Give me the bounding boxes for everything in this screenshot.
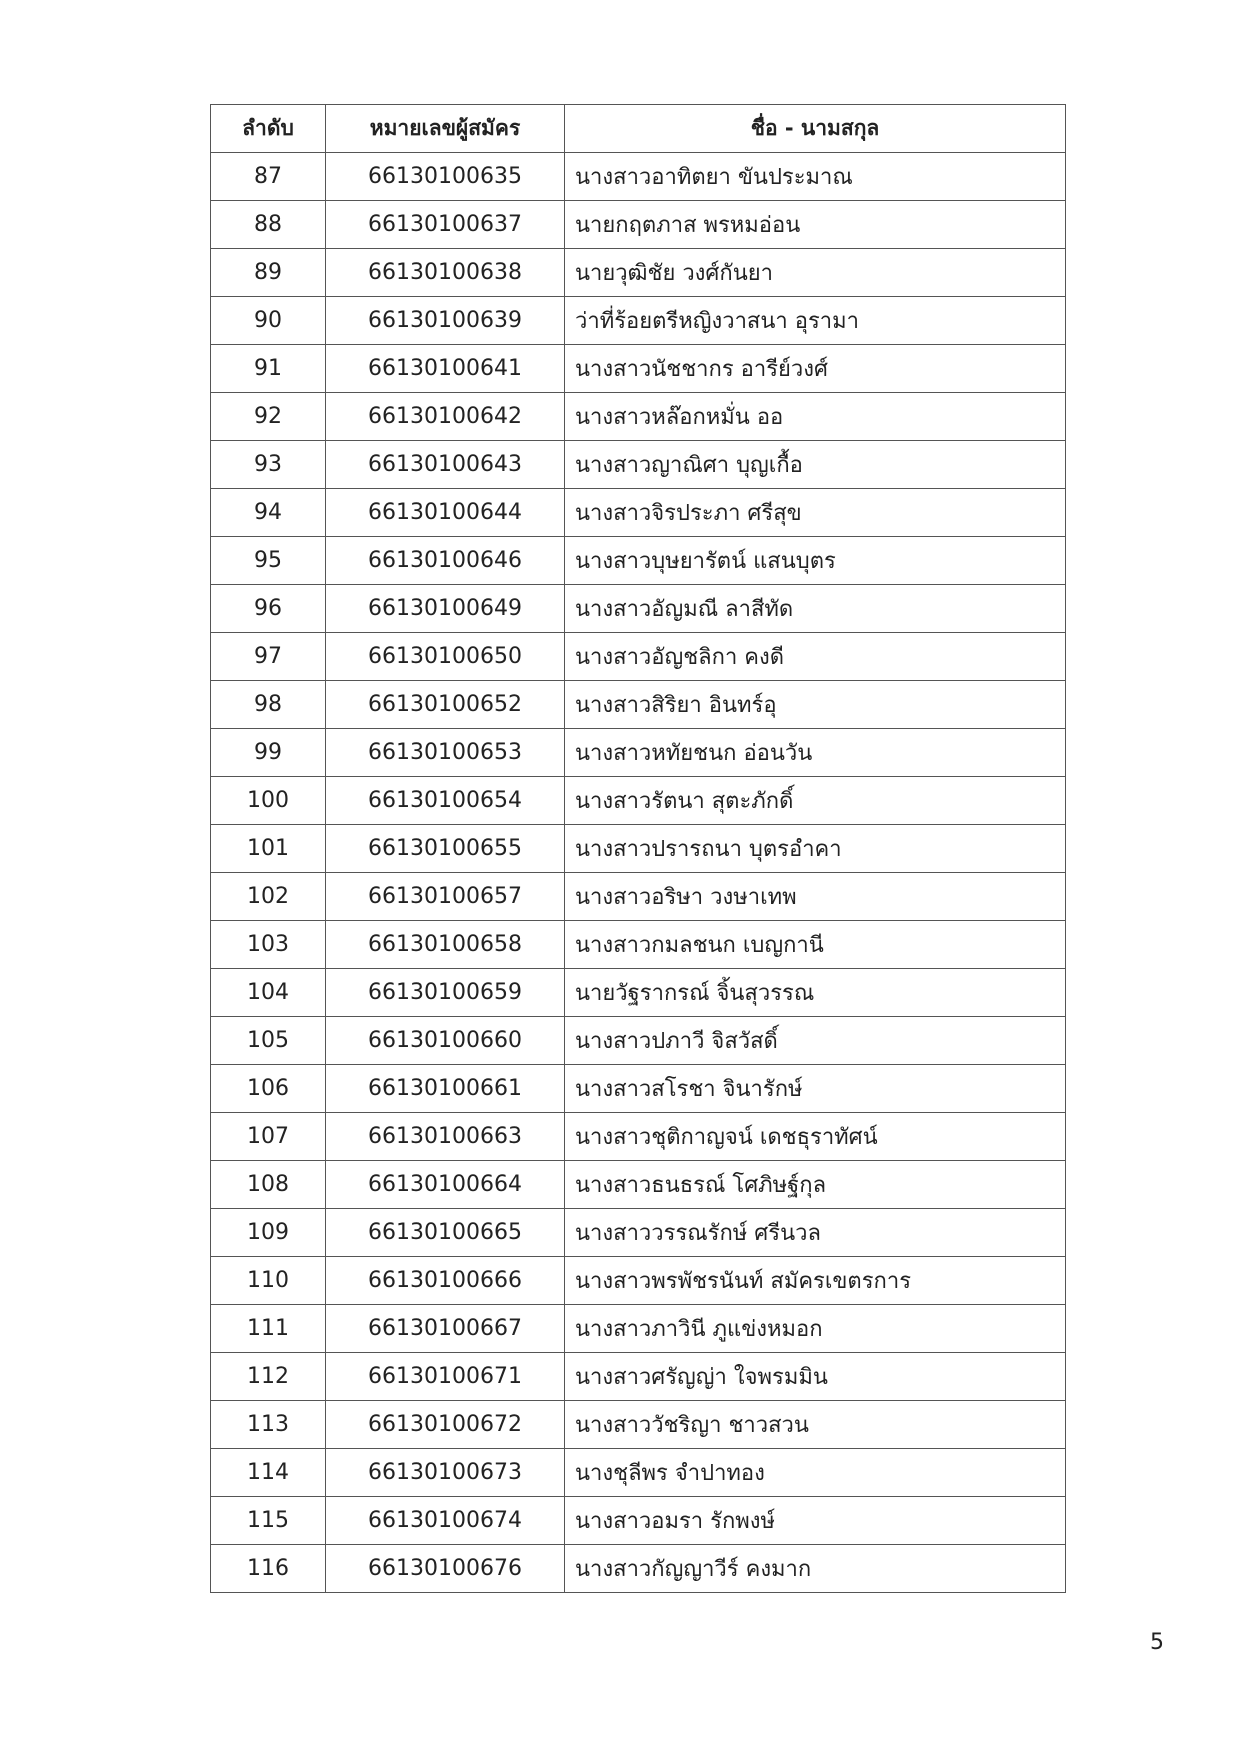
cell-applicant-number: 66130100637 bbox=[326, 201, 565, 249]
table-row bbox=[211, 201, 1066, 249]
header-applicant-number: หมายเลขผู้สมัคร bbox=[326, 105, 565, 153]
cell-applicant-number: 66130100641 bbox=[326, 345, 565, 393]
cell-full-name: นางสาวหล๊อกหมั่น ออ bbox=[565, 393, 1066, 441]
cell-applicant-number: 66130100664 bbox=[326, 1161, 565, 1209]
cell-applicant-number: 66130100674 bbox=[326, 1497, 565, 1545]
cell-full-name: นางสาวญาณิศา บุญเกื้อ bbox=[565, 441, 1066, 489]
cell-full-name: นางสาวอาทิตยา ขันประมาณ bbox=[565, 153, 1066, 201]
cell-full-name: นางสาววรรณรักษ์ ศรีนวล bbox=[565, 1209, 1066, 1257]
cell-order: 115 bbox=[211, 1497, 326, 1545]
cell-order: 108 bbox=[211, 1161, 326, 1209]
table-row bbox=[211, 825, 1066, 873]
cell-applicant-number: 66130100644 bbox=[326, 489, 565, 537]
cell-full-name: นางสาวพรพัชรนันท์ สมัครเขตรการ bbox=[565, 1257, 1066, 1305]
cell-full-name: นางสาวชุติกาญจน์ เดชธุราทัศน์ bbox=[565, 1113, 1066, 1161]
cell-applicant-number: 66130100643 bbox=[326, 441, 565, 489]
cell-applicant-number: 66130100655 bbox=[326, 825, 565, 873]
applicant-table bbox=[210, 104, 1066, 1593]
header-full-name: ชื่อ - นามสกุล bbox=[565, 105, 1066, 153]
table-row bbox=[211, 1257, 1066, 1305]
cell-order: 105 bbox=[211, 1017, 326, 1065]
table-row bbox=[211, 1161, 1066, 1209]
table-row bbox=[211, 297, 1066, 345]
cell-order: 89 bbox=[211, 249, 326, 297]
cell-order: 90 bbox=[211, 297, 326, 345]
table-row bbox=[211, 1209, 1066, 1257]
table-row bbox=[211, 633, 1066, 681]
cell-applicant-number: 66130100654 bbox=[326, 777, 565, 825]
cell-applicant-number: 66130100649 bbox=[326, 585, 565, 633]
cell-full-name: นางสาวกมลชนก เบญกานี bbox=[565, 921, 1066, 969]
cell-full-name: นางสาวศรัญญ่า ใจพรมมิน bbox=[565, 1353, 1066, 1401]
cell-order: 104 bbox=[211, 969, 326, 1017]
cell-applicant-number: 66130100666 bbox=[326, 1257, 565, 1305]
table-row bbox=[211, 1305, 1066, 1353]
cell-order: 101 bbox=[211, 825, 326, 873]
cell-full-name: นางสาวปภาวี จิสวัสดิ์ bbox=[565, 1017, 1066, 1065]
cell-order: 97 bbox=[211, 633, 326, 681]
cell-applicant-number: 66130100665 bbox=[326, 1209, 565, 1257]
cell-applicant-number: 66130100672 bbox=[326, 1401, 565, 1449]
cell-order: 116 bbox=[211, 1545, 326, 1593]
cell-applicant-number: 66130100652 bbox=[326, 681, 565, 729]
table-row bbox=[211, 1065, 1066, 1113]
cell-applicant-number: 66130100673 bbox=[326, 1449, 565, 1497]
cell-full-name: นางสาวกัญญาวีร์ คงมาก bbox=[565, 1545, 1066, 1593]
cell-order: 88 bbox=[211, 201, 326, 249]
table-row bbox=[211, 1449, 1066, 1497]
cell-applicant-number: 66130100658 bbox=[326, 921, 565, 969]
table-row bbox=[211, 873, 1066, 921]
table-row bbox=[211, 249, 1066, 297]
table-row bbox=[211, 1113, 1066, 1161]
cell-applicant-number: 66130100646 bbox=[326, 537, 565, 585]
cell-full-name: นายวุฒิชัย วงศ์กันยา bbox=[565, 249, 1066, 297]
cell-full-name: ว่าที่ร้อยตรีหญิงวาสนา อุรามา bbox=[565, 297, 1066, 345]
cell-applicant-number: 66130100653 bbox=[326, 729, 565, 777]
cell-full-name: นางสาวนัชชากร อารีย์วงศ์ bbox=[565, 345, 1066, 393]
table-row bbox=[211, 441, 1066, 489]
cell-order: 91 bbox=[211, 345, 326, 393]
cell-order: 87 bbox=[211, 153, 326, 201]
cell-order: 103 bbox=[211, 921, 326, 969]
cell-order: 100 bbox=[211, 777, 326, 825]
cell-full-name: นางสาวธนธรณ์ โศภิษฐ์กุล bbox=[565, 1161, 1066, 1209]
header-order: ลำดับ bbox=[211, 105, 326, 153]
cell-order: 111 bbox=[211, 1305, 326, 1353]
cell-applicant-number: 66130100635 bbox=[326, 153, 565, 201]
cell-applicant-number: 66130100671 bbox=[326, 1353, 565, 1401]
cell-order: 112 bbox=[211, 1353, 326, 1401]
cell-applicant-number: 66130100663 bbox=[326, 1113, 565, 1161]
cell-applicant-number: 66130100657 bbox=[326, 873, 565, 921]
cell-full-name: นางสาวจิรประภา ศรีสุข bbox=[565, 489, 1066, 537]
table-row bbox=[211, 489, 1066, 537]
cell-full-name: นางสาววัชริญา ชาวสวน bbox=[565, 1401, 1066, 1449]
table-header-row bbox=[211, 105, 1066, 153]
cell-full-name: นางสาวสโรชา จินารักษ์ bbox=[565, 1065, 1066, 1113]
table-row bbox=[211, 1353, 1066, 1401]
cell-applicant-number: 66130100639 bbox=[326, 297, 565, 345]
table-row bbox=[211, 393, 1066, 441]
cell-order: 95 bbox=[211, 537, 326, 585]
cell-applicant-number: 66130100642 bbox=[326, 393, 565, 441]
table-row bbox=[211, 729, 1066, 777]
cell-applicant-number: 66130100660 bbox=[326, 1017, 565, 1065]
table-row bbox=[211, 345, 1066, 393]
cell-order: 98 bbox=[211, 681, 326, 729]
cell-order: 110 bbox=[211, 1257, 326, 1305]
cell-full-name: นางสาวรัตนา สุตะภักดิ์ bbox=[565, 777, 1066, 825]
cell-full-name: นายวัฐรากรณ์ จิ้นสุวรรณ bbox=[565, 969, 1066, 1017]
cell-order: 113 bbox=[211, 1401, 326, 1449]
cell-full-name: นางสาวบุษยารัตน์ แสนบุตร bbox=[565, 537, 1066, 585]
cell-order: 102 bbox=[211, 873, 326, 921]
cell-order: 96 bbox=[211, 585, 326, 633]
cell-applicant-number: 66130100638 bbox=[326, 249, 565, 297]
cell-order: 114 bbox=[211, 1449, 326, 1497]
cell-full-name: นางสาวอัญมณี ลาสีทัด bbox=[565, 585, 1066, 633]
table-row bbox=[211, 969, 1066, 1017]
cell-full-name: นางสาวสิริยา อินทร์อุ bbox=[565, 681, 1066, 729]
cell-order: 93 bbox=[211, 441, 326, 489]
cell-order: 92 bbox=[211, 393, 326, 441]
cell-full-name: นางสาวหทัยชนก อ่อนวัน bbox=[565, 729, 1066, 777]
cell-full-name: นางสาวภาวินี ภูแข่งหมอก bbox=[565, 1305, 1066, 1353]
cell-applicant-number: 66130100650 bbox=[326, 633, 565, 681]
cell-order: 94 bbox=[211, 489, 326, 537]
table-row bbox=[211, 1545, 1066, 1593]
table-row bbox=[211, 585, 1066, 633]
table-row bbox=[211, 537, 1066, 585]
cell-full-name: นางสาวปรารถนา บุตรอำคา bbox=[565, 825, 1066, 873]
cell-full-name: นางชุลีพร จำปาทอง bbox=[565, 1449, 1066, 1497]
table-row bbox=[211, 921, 1066, 969]
cell-applicant-number: 66130100661 bbox=[326, 1065, 565, 1113]
cell-order: 107 bbox=[211, 1113, 326, 1161]
cell-order: 109 bbox=[211, 1209, 326, 1257]
cell-full-name: นายกฤตภาส พรหมอ่อน bbox=[565, 201, 1066, 249]
table-row bbox=[211, 1017, 1066, 1065]
cell-applicant-number: 66130100667 bbox=[326, 1305, 565, 1353]
page-number: 5 bbox=[1150, 1630, 1164, 1655]
cell-full-name: นางสาวอริษา วงษาเทพ bbox=[565, 873, 1066, 921]
cell-full-name: นางสาวอัญชลิกา คงดี bbox=[565, 633, 1066, 681]
cell-applicant-number: 66130100659 bbox=[326, 969, 565, 1017]
table-row bbox=[211, 777, 1066, 825]
cell-full-name: นางสาวอมรา รักพงษ์ bbox=[565, 1497, 1066, 1545]
table-row bbox=[211, 1497, 1066, 1545]
cell-order: 99 bbox=[211, 729, 326, 777]
cell-order: 106 bbox=[211, 1065, 326, 1113]
table-row bbox=[211, 153, 1066, 201]
table-row bbox=[211, 681, 1066, 729]
table-row bbox=[211, 1401, 1066, 1449]
cell-applicant-number: 66130100676 bbox=[326, 1545, 565, 1593]
